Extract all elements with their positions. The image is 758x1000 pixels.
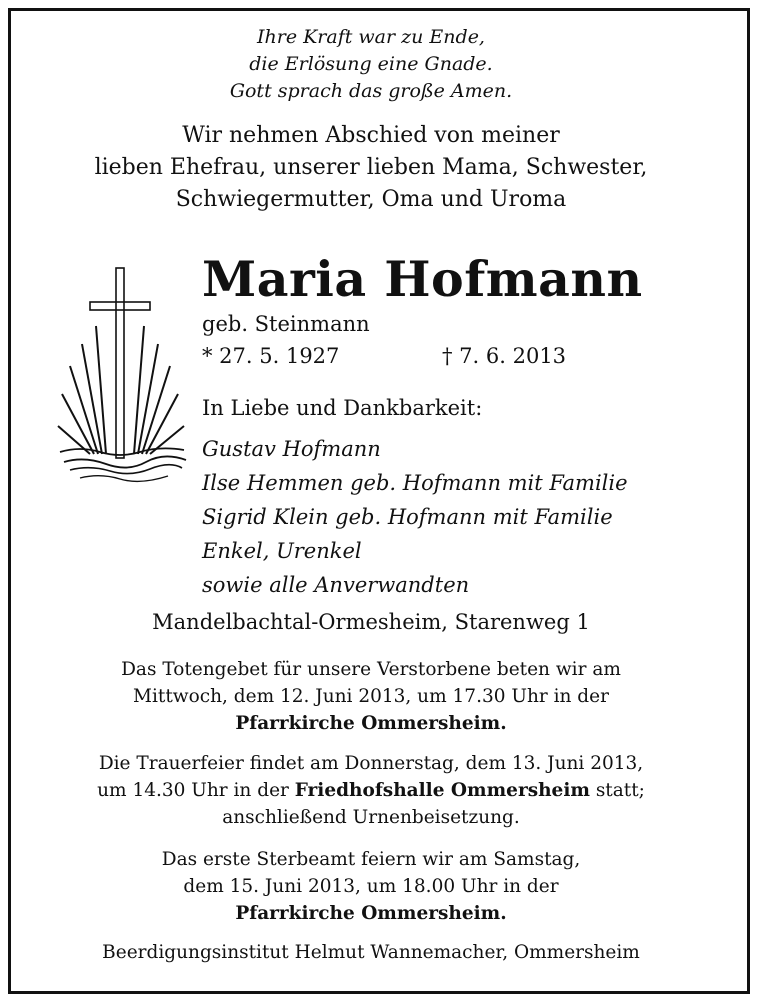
funeral-line [0,777,742,804]
funeral-line: anschließend Urnenbeisetzung. [222,807,520,828]
mourners-list [202,432,628,602]
intro-line: Wir nehmen Abschied von meiner [182,123,560,148]
prayer-announcement [0,656,742,737]
mass-announcement [0,846,742,927]
mourner-item: Enkel, Urenkel [202,539,362,563]
funeral-line: Die Trauerfeier findet am Donnerstag, dem 13. Juni 2013, [98,753,644,774]
birth-date: * 27. 5. 1927 [202,344,340,368]
mourner-item: Ilse Hemmen geb. Hofmann mit Familie [202,471,628,495]
funeral-line-start: um 14.30 Uhr in der [97,780,295,801]
prayer-line: Das Totengebet für unsere Verstorbene beten wir am [121,659,621,680]
mass-line: dem 15. Juni 2013, um 18.00 Uhr in der [183,876,559,897]
prayer-line: Mittwoch, dem 12. Juni 2013, um 17.30 Uhr in der [133,686,609,707]
funeral-place: Friedhofshalle Ommersheim [294,780,590,801]
intro-line: lieben Ehefrau, unserer lieben Mama, Schwester, [94,155,648,180]
gratitude-line: In Liebe und Dankbarkeit: [202,396,483,420]
funeral-announcement [0,750,742,831]
prayer-place: Pfarrkirche Ommersheim. [235,713,507,734]
funeral-home: Beerdigungsinstitut Helmut Wannemacher, Ommersheim [102,942,640,963]
intro-line: Schwiegermutter, Oma und Uroma [175,187,567,212]
poem-line: Ihre Kraft war zu Ende, [257,26,485,48]
mourner-item: Gustav Hofmann [202,437,381,461]
mourner-item: Sigrid Klein geb. Hofmann mit Familie [202,505,613,529]
address: Mandelbachtal-Ormesheim, Starenweg 1 [152,610,590,634]
maiden-name: geb. Steinmann [202,312,370,336]
cross-with-rays-icon [50,254,200,494]
poem [0,24,742,105]
mass-line: Das erste Sterbeamt feiern wir am Samstag, [161,849,581,870]
poem-line: die Erlösung eine Gnade. [249,53,493,75]
poem-line: Gott sprach das große Amen. [229,80,513,102]
mourner-item: sowie alle Anverwandten [202,573,470,597]
funeral-line-end: statt; [589,780,645,801]
mass-place: Pfarrkirche Ommersheim. [235,903,507,924]
death-date: † 7. 6. 2013 [442,344,567,368]
deceased-name: Maria Hofmann [202,250,643,308]
farewell-intro [0,120,742,216]
